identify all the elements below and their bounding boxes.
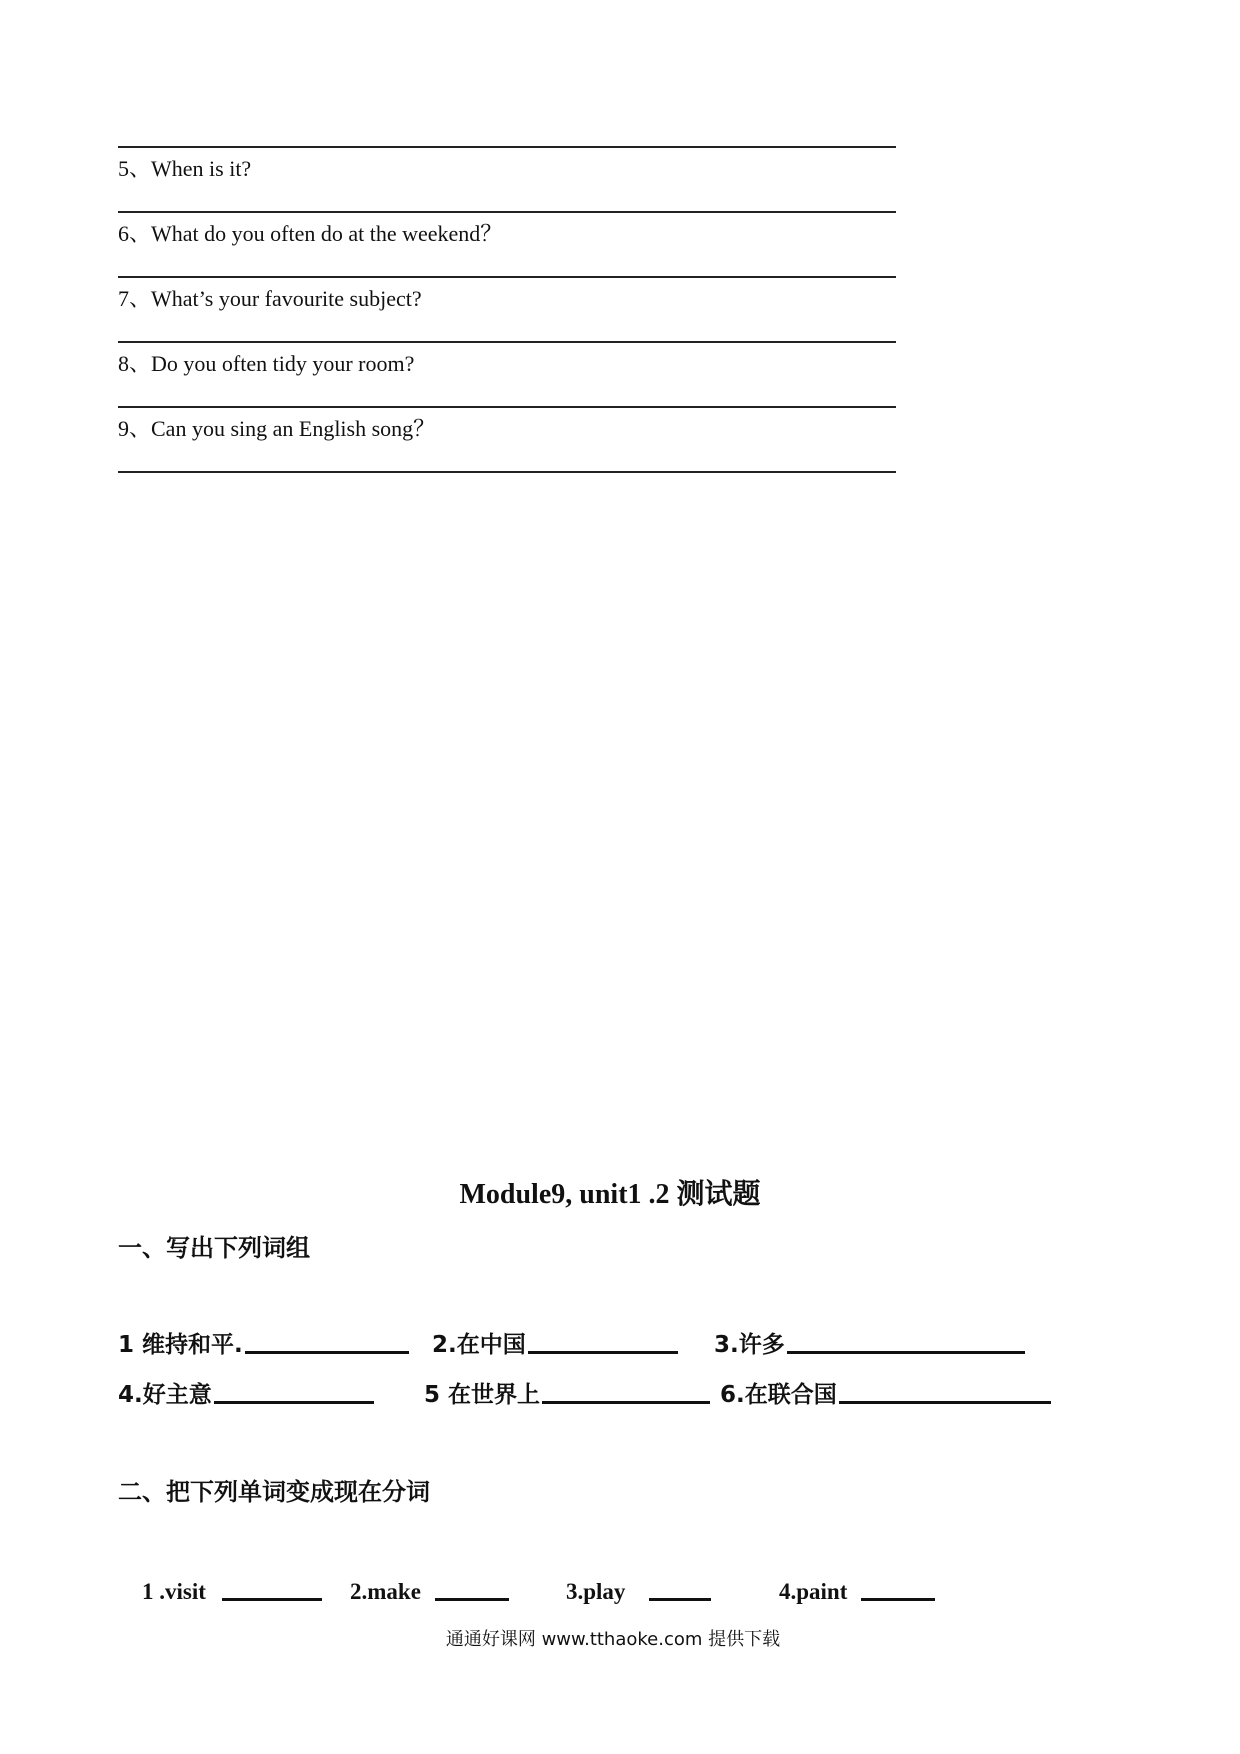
answer-blank[interactable]: [649, 1598, 711, 1601]
phrase-item-2-label: 2.在中国: [432, 1332, 526, 1358]
word-item-4-label: 4.paint: [779, 1579, 848, 1604]
phrase-item-1-label: 1 维持和平.: [118, 1332, 243, 1358]
phrase-item-3-label: 3.许多: [714, 1332, 785, 1358]
answer-blank[interactable]: [787, 1351, 1025, 1354]
answer-blank[interactable]: [222, 1598, 322, 1601]
word-item-4: [779, 1577, 935, 1607]
question-7: 7、What’s your favourite subject?: [118, 286, 422, 311]
answer-blank[interactable]: [214, 1401, 374, 1404]
phrase-item-1: [118, 1330, 409, 1360]
question-8: 8、Do you often tidy your room?: [118, 351, 415, 376]
phrase-item-5: [424, 1380, 710, 1410]
word-item-1-label: 1 .visit: [142, 1579, 206, 1604]
phrase-item-2: [432, 1330, 678, 1360]
word-item-3-label: 3.play: [566, 1579, 626, 1604]
footer: [0, 1628, 1240, 1652]
word-item-1: [142, 1577, 322, 1607]
answer-blank[interactable]: [861, 1598, 935, 1601]
answer-blank[interactable]: [528, 1351, 678, 1354]
word-item-2-label: 2.make: [350, 1579, 421, 1604]
answer-blank[interactable]: [839, 1401, 1051, 1404]
answer-line: [118, 471, 896, 473]
question-9: 9、Can you sing an English song？: [118, 416, 436, 441]
answer-line: [118, 211, 896, 213]
answer-line: [118, 276, 896, 278]
phrase-item-3: [714, 1330, 1025, 1360]
worksheet-title: [0, 1178, 1240, 1212]
phrase-item-6: [720, 1380, 1051, 1410]
answer-line: [118, 146, 896, 148]
question-6: 6、What do you often do at the weekend？: [118, 221, 503, 246]
answer-blank[interactable]: [245, 1351, 409, 1354]
phrase-item-5-label: 5 在世界上: [424, 1382, 541, 1408]
answer-line: [118, 341, 896, 343]
word-item-2: [350, 1577, 509, 1607]
section-1-heading: 一、写出下列词组: [118, 1234, 310, 1262]
footer-text: 通通好课网 www.tthaoke.com 提供下载: [445, 1629, 781, 1650]
word-item-3: [566, 1577, 711, 1607]
phrase-item-4-label: 4.好主意: [118, 1382, 212, 1408]
section-2-heading: 二、把下列单词变成现在分词: [118, 1478, 430, 1506]
answer-line: [118, 406, 896, 408]
question-5: 5、When is it?: [118, 156, 252, 181]
worksheet-title-text: Module9, unit1 .2 测试题: [459, 1179, 761, 1210]
answer-blank[interactable]: [435, 1598, 509, 1601]
phrase-item-6-label: 6.在联合国: [720, 1382, 837, 1408]
answer-blank[interactable]: [542, 1401, 710, 1404]
phrase-item-4: [118, 1380, 374, 1410]
